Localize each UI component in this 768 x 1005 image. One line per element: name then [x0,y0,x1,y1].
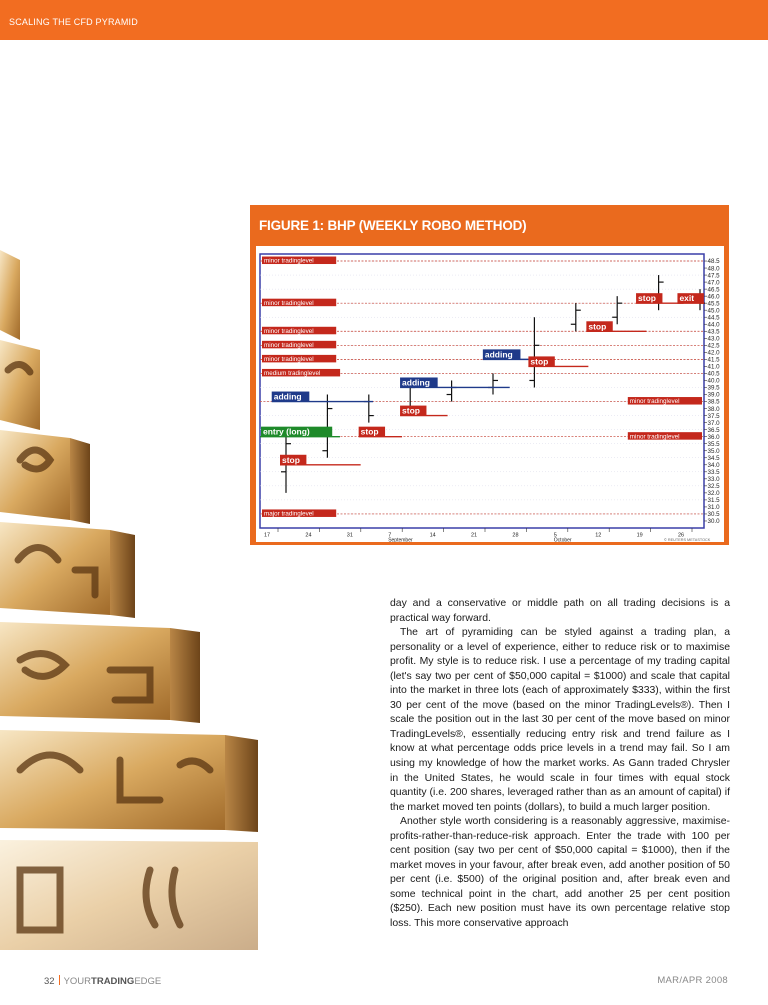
level-label: minor tradinglevel [264,299,314,307]
x-tick-label: 7 [388,532,392,539]
bhp-weekly-chart [256,246,724,542]
y-tick-label: 44.5 [707,314,720,322]
annotation-label: stop [588,321,607,332]
y-tick-label: 39.0 [707,391,720,399]
x-tick-label: 24 [305,532,312,539]
y-tick-label: 34.5 [707,454,720,462]
y-tick-label: 46.0 [707,293,720,301]
y-tick-label: 36.5 [707,426,720,434]
x-month-label: September [388,537,413,542]
y-tick-label: 32.0 [707,490,720,498]
x-tick-label: 21 [471,532,478,539]
y-tick-label: 45.5 [707,300,720,308]
footer-divider [59,975,60,985]
section-title: SCALING THE CFD PYRAMID [9,17,138,27]
pyramid-blocks [0,250,258,950]
level-label: major tradinglevel [264,510,314,518]
y-tick-label: 30.0 [707,518,720,526]
y-tick-label: 44.0 [707,321,720,329]
level-label: minor tradinglevel [629,433,680,441]
y-tick-label: 43.5 [707,328,720,336]
section-header-bar [0,0,768,40]
annotation-label: adding [484,349,513,360]
y-tick-label: 38.0 [707,405,720,413]
paragraph-1: day and a conservative or middle path on all trading decisions is a practical way forward. [390,598,730,624]
y-tick-label: 47.0 [707,279,720,287]
annotation-label: stop [638,293,656,304]
y-tick-label: 37.5 [707,412,720,420]
annotation-label: adding [402,377,430,388]
x-tick-label: 31 [346,532,353,539]
figure-title: FIGURE 1: BHP (WEEKLY ROBO METHOD) [259,218,527,233]
x-tick-label: 5 [553,532,557,539]
y-tick-label: 48.5 [707,258,720,266]
y-tick-label: 33.5 [707,468,720,476]
y-tick-label: 34.0 [707,461,720,469]
x-tick-label: 26 [678,532,685,539]
annotation-label: adding [273,391,302,402]
pyramid-illustration [0,230,260,950]
level-label: minor tradinglevel [264,355,314,363]
annotation-label: entry (long) [263,426,310,437]
level-label: minor tradinglevel [629,398,680,406]
y-tick-label: 38.5 [707,398,720,406]
y-tick-label: 40.0 [707,377,720,385]
y-tick-label: 36.0 [707,433,720,441]
y-tick-label: 31.5 [707,497,720,505]
article-body [390,597,730,932]
figure-box [250,205,729,545]
x-tick-label: 19 [636,532,643,539]
chart-source: © REUTERS METASTOCK [664,538,711,542]
y-tick-label: 48.0 [707,265,720,273]
y-tick-label: 41.5 [707,356,720,364]
y-tick-label: 39.5 [707,384,720,392]
y-tick-label: 43.0 [707,335,720,343]
y-tick-label: 32.5 [707,483,720,491]
page-number: 32 [44,976,55,987]
y-tick-label: 42.5 [707,342,720,350]
annotation-label: stop [360,426,379,437]
level-label: minor tradinglevel [264,341,314,349]
magazine-bold: TRADING [91,976,135,987]
x-tick-label: 12 [595,532,602,539]
y-tick-label: 41.0 [707,363,720,371]
y-tick-label: 31.0 [707,504,720,512]
annotation-label: stop [530,356,549,367]
y-tick-label: 45.0 [707,307,720,315]
x-month-label: October [553,537,572,542]
y-tick-label: 33.0 [707,476,720,484]
paragraph-2: The art of pyramiding can be styled against a trading plan, a personality or a level of experience, either to reduce risk or to maximise profit. My style is to reduce risk. I use a percentage of my trading capital (let's say two per cent of $50,000 capital = $1000) and scale that capital into the market in three lots (each of approximately $333), within the first 30 per cent of the move (based on the minor TradingLevels®). Then I scale the position out in the last 30 per cent of the move based on minor TradingLevels®, essentially reducing entry risk and trend failure as I know at what percentage odds price levels in a trend may fail. So I am using my knowledge of how the market works. As Gann traded Chrysler in the United States, he would scale in four times with equal stock quantity (i.e. 200 shares, leveraged rather than as an amount of capital) if the market moved ten points (dollars), to build a much larger position. [390,627,730,813]
x-tick-label: 14 [429,532,436,539]
x-tick-label: 28 [512,532,519,539]
y-tick-label: 30.5 [707,511,720,519]
magazine-prefix: YOUR [63,976,92,987]
level-label: medium tradinglevel [264,370,321,378]
y-tick-label: 47.5 [707,272,720,280]
y-tick-label: 35.0 [707,447,720,455]
magazine-suffix: EDGE [134,976,162,987]
issue-date: MAR/APR 2008 [657,975,728,986]
annotation-label: stop [402,405,421,416]
paragraph-3: Another style worth considering is a reasonably aggressive, maximise-profits-rather-than-reduce-risk approach. Enter the trade with 100 per cent position (say two per cent of $50,000 capital = $1000), then if the market moves in your favour, after break even, add another position of 50 per cent (i.e. $500) of the original position and, after break even and some technical point in the chart, add another 25 per cent position ($250). Each new position must have its own percentage relative stop loss. This more conservative approach [390,816,730,930]
level-label: minor tradinglevel [264,327,314,335]
y-tick-label: 35.5 [707,440,720,448]
y-tick-label: 37.0 [707,419,720,427]
annotation-label: stop [282,454,300,465]
y-tick-label: 40.5 [707,370,720,378]
level-label: minor tradinglevel [264,257,314,265]
annotation-label: exit [679,293,695,304]
y-tick-label: 46.5 [707,286,720,294]
y-tick-label: 42.0 [707,349,720,357]
chart-area [256,246,724,542]
x-tick-label: 17 [264,532,271,539]
footer-left [44,975,161,987]
